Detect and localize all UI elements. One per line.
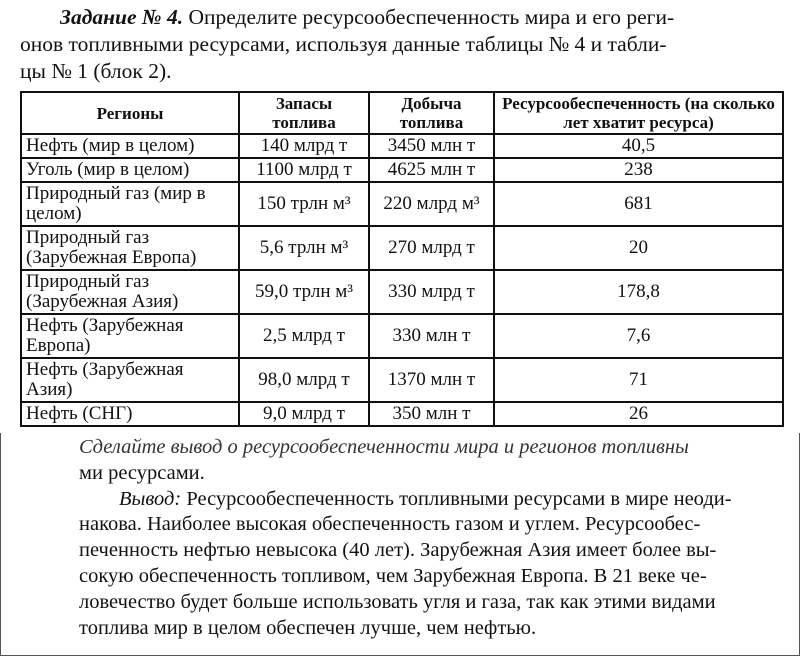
conclusion-frame (0, 433, 800, 656)
conclusion-line: печенность нефтью невысока (40 лет). Зарубежная Азия имеет более вы- (79, 539, 717, 562)
conclusion-line: ми ресурсами. (79, 461, 205, 484)
cell-reserves: 59,0 трлн м³ (239, 270, 369, 314)
cell-region: Нефть (Зарубежная Азия) (21, 358, 239, 402)
header-production: Добыча топлива (369, 92, 494, 134)
header-regions: Регионы (21, 92, 239, 134)
cell-provision: 681 (494, 182, 783, 226)
cell-region: Природный газ (мир в целом) (21, 182, 239, 226)
cell-region: Нефть (СНГ) (21, 402, 239, 426)
cell-provision: 178,8 (494, 270, 783, 314)
conclusion-line: накова. Наиболее высокая обеспеченность газом и углем. Ресурсообес- (79, 513, 701, 536)
cell-production: 1370 млн т (369, 358, 494, 402)
header-provision: Ресурсообеспеченность (на сколько лет хватит ресурса) (494, 92, 783, 134)
task-text (20, 4, 784, 85)
task-line: цы № 1 (блок 2). (20, 59, 172, 83)
cell-reserves: 2,5 млрд т (239, 314, 369, 358)
conclusion-line: сокую обеспеченность топливом, чем Зарубежная Европа. В 21 веке че- (79, 564, 707, 587)
table-row (21, 314, 783, 358)
cell-reserves: 5,6 трлн м³ (239, 226, 369, 270)
cell-production: 330 млрд т (369, 270, 494, 314)
cell-region: Природный газ (Зарубежная Азия) (21, 270, 239, 314)
cell-production: 4625 млн т (369, 158, 494, 182)
cell-provision: 7,6 (494, 314, 783, 358)
cell-reserves: 1100 млрд т (239, 158, 369, 182)
cell-region: Природный газ (Зарубежная Европа) (21, 226, 239, 270)
cell-provision: 40,5 (494, 134, 783, 158)
cell-reserves: 9,0 млрд т (239, 402, 369, 426)
table-row (21, 226, 783, 270)
cell-provision: 238 (494, 158, 783, 182)
table-row (21, 182, 783, 226)
cut-off-line: Сделайте вывод о ресурсообеспеченности мира и регионов топливны (79, 436, 689, 458)
table-row (21, 158, 783, 182)
conclusion-line: топлива мир в целом обеспечен лучше, чем нефтью. (79, 616, 537, 639)
conclusion-line: Ресурсообеспеченность топливными ресурсами в мире неоди- (186, 487, 732, 510)
cell-production: 350 млн т (369, 402, 494, 426)
task-line: онов топливными ресурсами, используя данные таблицы № 4 и табли- (20, 32, 667, 56)
cell-reserves: 140 млрд т (239, 134, 369, 158)
cell-production: 220 млрд м³ (369, 182, 494, 226)
cell-production: 3450 млн т (369, 134, 494, 158)
task-line: Определите ресурсообеспеченность мира и его реги- (188, 5, 675, 29)
cell-region: Нефть (Зарубежная Европа) (21, 314, 239, 358)
conclusion-line: ловечество будет больше использовать угля и газа, так как этими видами (79, 590, 716, 613)
cell-reserves: 98,0 млрд т (239, 358, 369, 402)
cell-provision: 71 (494, 358, 783, 402)
cell-provision: 26 (494, 402, 783, 426)
table-row (21, 270, 783, 314)
cell-region: Нефть (мир в целом) (21, 134, 239, 158)
fuel-resources-table (20, 91, 784, 427)
conclusion-label: Вывод: (119, 487, 182, 510)
cell-provision: 20 (494, 226, 783, 270)
header-reserves: Запасы топлива (239, 92, 369, 134)
task-label: Задание № 4. (60, 5, 184, 29)
conclusion-text (79, 435, 779, 641)
table-row (21, 402, 783, 426)
table-row (21, 134, 783, 158)
table-header-row (21, 92, 783, 134)
cell-production: 330 млн т (369, 314, 494, 358)
table-row (21, 358, 783, 402)
cell-region: Уголь (мир в целом) (21, 158, 239, 182)
cell-reserves: 150 трлн м³ (239, 182, 369, 226)
cell-production: 270 млрд т (369, 226, 494, 270)
